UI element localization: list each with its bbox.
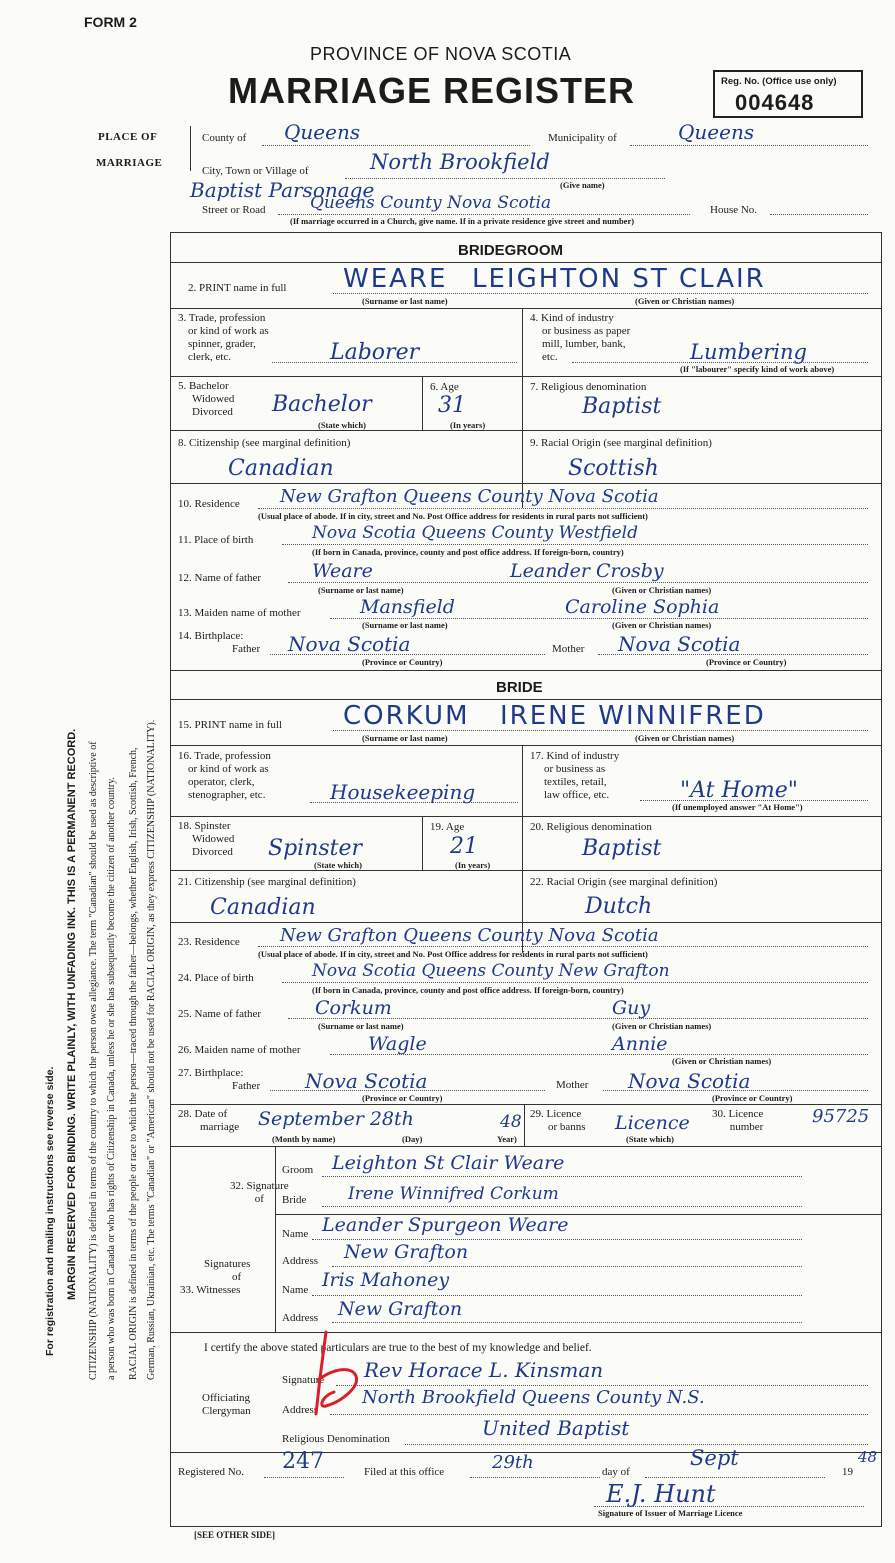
bride-trade-label: 16. Trade, profession or kind of work as operator, clerk, stenographer, etc. bbox=[178, 750, 271, 801]
groom-industry-label: 4. Kind of industry or business as paper mill, lumber, bank, etc. bbox=[530, 312, 631, 363]
groom-name-label: 2. PRINT name in full bbox=[188, 282, 287, 294]
place-label-2: MARRIAGE bbox=[96, 157, 163, 169]
clergy-signature-label: Signature bbox=[282, 1374, 325, 1386]
licence-label: 29. Licence or banns bbox=[530, 1108, 586, 1133]
place-label-1: PLACE OF bbox=[98, 131, 158, 143]
groom-surname: WEARE bbox=[343, 264, 448, 294]
county-label: County of bbox=[202, 132, 247, 144]
county-value: Queens bbox=[284, 120, 361, 144]
licence-caption: (State which) bbox=[626, 1134, 674, 1144]
witness2-address: New Grafton bbox=[338, 1298, 463, 1320]
groom-mother-birthplace: Nova Scotia bbox=[618, 632, 741, 656]
municipality-value: Queens bbox=[678, 120, 755, 144]
groom-religion-value: Baptist bbox=[582, 394, 662, 419]
groom-birthplace-parents-label: 14. Birthplace: Father bbox=[178, 630, 261, 655]
bride-father-surname-caption: (Surname or last name) bbox=[318, 1021, 404, 1031]
groom-trade-value: Laborer bbox=[330, 340, 420, 365]
witness1-address: New Grafton bbox=[344, 1241, 469, 1263]
bride-mother-birthplace: Nova Scotia bbox=[628, 1069, 751, 1093]
margin-note-citizenship-1: CITIZENSHIP (NATIONALITY) is defined in terms of the country to which the person owes allegiance. The term "Canadian" should be used as descriptive of bbox=[88, 741, 99, 1380]
bride-heading: BRIDE bbox=[496, 679, 543, 696]
bride-industry-value: "At Home" bbox=[680, 778, 798, 803]
groom-racial-value: Scottish bbox=[568, 456, 659, 481]
groom-mother-province-caption: (Province or Country) bbox=[706, 657, 787, 667]
bride-trade-value: Housekeeping bbox=[330, 780, 476, 804]
bride-religion-value: Baptist bbox=[582, 836, 662, 861]
form-number: FORM 2 bbox=[84, 14, 137, 30]
groom-trade-label: 3. Trade, profession or kind of work as spinner, grader, clerk, etc. bbox=[178, 312, 269, 363]
bride-given-names: IRENE WINNIFRED bbox=[500, 701, 766, 731]
bride-residence-value: New Grafton Queens County Nova Scotia bbox=[280, 925, 659, 946]
groom-citizenship-label: 8. Citizenship (see marginal definition) bbox=[178, 437, 351, 449]
groom-residence-label: 10. Residence bbox=[178, 498, 240, 510]
marriage-date-value: September 28th bbox=[258, 1108, 414, 1130]
bride-mother-label: 26. Maiden name of mother bbox=[178, 1044, 301, 1056]
bride-mother-given-caption: (Given or Christian names) bbox=[672, 1056, 772, 1066]
margin-note-racial-2: German, Russian, Ukrainian, etc. The terms "Canadian" or "American" should not be used for RACIAL ORIGIN, as they express CITIZENSHIP (NATIONALITY). bbox=[146, 719, 157, 1380]
bride-status-label: 18. Spinster Widowed Divorced bbox=[178, 820, 235, 858]
clergy-denomination: United Baptist bbox=[482, 1416, 630, 1440]
bride-birthplace-label: 24. Place of birth bbox=[178, 972, 254, 984]
groom-signature-label: Groom bbox=[282, 1164, 314, 1176]
bride-racial-label: 22. Racial Origin (see marginal definition) bbox=[530, 876, 718, 888]
filed-year-value: 48 bbox=[858, 1448, 878, 1466]
groom-given-caption: (Given or Christian names) bbox=[635, 296, 735, 306]
marriage-date-label: 28. Date of marriage bbox=[178, 1108, 240, 1133]
date-year-caption: Year) bbox=[497, 1134, 517, 1144]
reg-number-label: Reg. No. (Office use only) bbox=[721, 76, 837, 87]
groom-status-value: Bachelor bbox=[272, 392, 372, 417]
page-title: MARRIAGE REGISTER bbox=[228, 70, 636, 111]
bride-mother-birthplace-label: Mother bbox=[556, 1079, 589, 1091]
street-label: Street or Road bbox=[202, 204, 266, 216]
bride-age-value: 21 bbox=[450, 834, 478, 859]
bride-age-label: 19. Age bbox=[430, 821, 465, 833]
date-month-caption: (Month by name) bbox=[272, 1134, 336, 1144]
signature-label: 32. Signature of bbox=[230, 1180, 289, 1205]
bride-name-label: 15. PRINT name in full bbox=[178, 719, 282, 731]
groom-father-province-caption: (Province or Country) bbox=[362, 657, 443, 667]
municipality-label: Municipality of bbox=[548, 132, 617, 144]
groom-racial-label: 9. Racial Origin (see marginal definition) bbox=[530, 437, 712, 449]
year-prefix: 19 bbox=[842, 1466, 853, 1478]
witness1-name-label: Name bbox=[282, 1228, 309, 1240]
groom-industry-value: Lumbering bbox=[690, 340, 807, 364]
bride-father-birthplace: Nova Scotia bbox=[305, 1069, 428, 1093]
bride-status-value: Spinster bbox=[268, 836, 363, 861]
groom-signature: Leighton St Clair Weare bbox=[332, 1152, 565, 1174]
groom-age-value: 31 bbox=[438, 393, 466, 418]
church-value: Baptist Parsonage bbox=[190, 178, 375, 202]
groom-father-birthplace: Nova Scotia bbox=[288, 632, 411, 656]
witness2-name-label: Name bbox=[282, 1284, 309, 1296]
date-day-caption: (Day) bbox=[402, 1134, 423, 1144]
bride-birthplace-value: Nova Scotia Queens County New Grafton bbox=[312, 961, 670, 981]
bride-religion-label: 20. Religious denomination bbox=[530, 821, 652, 833]
filed-label: Filed at this office bbox=[364, 1466, 445, 1478]
margin-note-binding: MARGIN RESERVED FOR BINDING. WRITE PLAINLY, WITH UNFADING INK. THIS IS A PERMANENT RECORD. bbox=[66, 728, 78, 1300]
clergy-signature: Rev Horace L. Kinsman bbox=[364, 1358, 604, 1382]
city-label: City, Town or Village of bbox=[202, 165, 309, 177]
bride-given-caption: (Given or Christian names) bbox=[635, 733, 735, 743]
groom-mother-surname: Mansfield bbox=[360, 596, 455, 618]
bride-surname-caption: (Surname or last name) bbox=[362, 733, 448, 743]
registered-no-value: 247 bbox=[282, 1449, 324, 1474]
clergy-address: North Brookfield Queens County N.S. bbox=[362, 1387, 705, 1408]
bride-mother-province-caption: (Province or Country) bbox=[712, 1093, 793, 1103]
licence-number-label: 30. Licence number bbox=[712, 1108, 764, 1133]
groom-birthplace-caption: (If born in Canada, province, county and post office address. If foreign-born, country) bbox=[312, 547, 624, 557]
province-heading: PROVINCE OF NOVA SCOTIA bbox=[310, 44, 572, 64]
bride-father-given-caption: (Given or Christian names) bbox=[612, 1021, 712, 1031]
groom-father-given: Leander Crosby bbox=[510, 560, 664, 582]
groom-father-given-caption: (Given or Christian names) bbox=[612, 585, 712, 595]
bride-age-caption: (In years) bbox=[455, 860, 491, 870]
witness1-name: Leander Spurgeon Weare bbox=[322, 1214, 569, 1236]
bride-citizenship-value: Canadian bbox=[210, 895, 316, 920]
bride-industry-label: 17. Kind of industry or business as textiles, retail, law office, etc. bbox=[530, 750, 620, 801]
groom-father-surname-caption: (Surname or last name) bbox=[318, 585, 404, 595]
bride-residence-caption: (Usual place of abode. If in city, street and No. Post Office address for residents in rural parts not sufficient) bbox=[258, 949, 648, 959]
groom-residence-caption: (Usual place of abode. If in city, street and No. Post Office address for residents in rural parts not sufficient) bbox=[258, 511, 648, 521]
groom-mother-surname-caption: (Surname or last name) bbox=[362, 620, 448, 630]
bridegroom-heading: BRIDEGROOM bbox=[458, 242, 563, 259]
city-value: North Brookfield bbox=[370, 150, 550, 174]
bride-signature-label: Bride bbox=[282, 1194, 307, 1206]
margin-note-instructions: For registration and mailing instructions see reverse side. bbox=[44, 1066, 56, 1356]
groom-given-names: LEIGHTON ST CLAIR bbox=[472, 264, 766, 294]
bride-birthplace-parents-label: 27. Birthplace: Father bbox=[178, 1067, 261, 1092]
give-name-caption: (Give name) bbox=[560, 180, 605, 190]
street-value: Queens County Nova Scotia bbox=[310, 193, 552, 213]
bride-mother-surname: Wagle bbox=[368, 1033, 427, 1055]
bride-father-label: 25. Name of father bbox=[178, 1008, 262, 1020]
groom-status-label: 5. Bachelor Widowed Divorced bbox=[178, 380, 235, 418]
bride-father-given: Guy bbox=[612, 997, 651, 1019]
licence-value: Licence bbox=[615, 1112, 690, 1134]
bride-birthplace-caption: (If born in Canada, province, county and post office address. If foreign-born, country) bbox=[312, 985, 624, 995]
filed-month-value: Sept bbox=[690, 1446, 739, 1470]
red-checkmark-icon bbox=[296, 1326, 376, 1441]
groom-religion-label: 7. Religious denomination bbox=[530, 381, 647, 393]
issuer-signature: E.J. Hunt bbox=[606, 1480, 716, 1508]
groom-age-caption: (In years) bbox=[450, 420, 486, 430]
groom-industry-caption: (If "labourer" specify kind of work above) bbox=[680, 364, 835, 374]
clergy-denomination-label: Religious Denomination bbox=[282, 1433, 390, 1445]
issuer-caption: Signature of Issuer of Marriage Licence bbox=[598, 1508, 743, 1518]
groom-birthplace-label: 11. Place of birth bbox=[178, 534, 254, 546]
bride-citizenship-label: 21. Citizenship (see marginal definition) bbox=[178, 876, 356, 888]
clergyman-label: Officiating Clergyman bbox=[202, 1392, 251, 1417]
bride-father-province-caption: (Province or Country) bbox=[362, 1093, 443, 1103]
groom-mother-given: Caroline Sophia bbox=[565, 596, 720, 618]
bride-racial-value: Dutch bbox=[585, 894, 653, 919]
groom-father-label: 12. Name of father bbox=[178, 572, 262, 584]
house-label: House No. bbox=[710, 204, 758, 216]
filed-day-value: 29th bbox=[492, 1452, 534, 1473]
groom-age-label: 6. Age bbox=[430, 381, 459, 393]
day-of-label: day of bbox=[602, 1466, 630, 1478]
bride-residence-label: 23. Residence bbox=[178, 936, 240, 948]
groom-mother-given-caption: (Given or Christian names) bbox=[612, 620, 712, 630]
marriage-year-value: 48 bbox=[500, 1112, 522, 1132]
bride-industry-caption: (If unemployed answer "At Home") bbox=[672, 802, 803, 812]
witnesses-label: Signatures of 33. Witnesses bbox=[180, 1258, 251, 1296]
groom-birthplace-value: Nova Scotia Queens County Westfield bbox=[312, 523, 638, 543]
reg-number-box bbox=[713, 70, 863, 118]
place-note: (If marriage occurred in a Church, give name. If in a private residence give street and number) bbox=[290, 216, 635, 226]
licence-number-value: 95725 bbox=[812, 1106, 870, 1127]
margin-note-racial-1: RACIAL ORIGIN is defined in terms of the people or race to which the person—traced through the father—belongs, whether English, Irish, Scottish, French, bbox=[128, 747, 139, 1380]
clergy-address-label: Address bbox=[282, 1404, 319, 1416]
witness2-address-label: Address bbox=[282, 1312, 319, 1324]
groom-surname-caption: (Surname or last name) bbox=[362, 296, 448, 306]
witness2-name: Iris Mahoney bbox=[322, 1269, 450, 1291]
registered-no-label: Registered No. bbox=[178, 1466, 244, 1478]
groom-citizenship-value: Canadian bbox=[228, 456, 334, 481]
bride-surname: CORKUM bbox=[343, 701, 470, 731]
certify-statement: I certify the above stated particulars are true to the best of my knowledge and belief. bbox=[204, 1342, 592, 1354]
reg-number-value: 004648 bbox=[735, 90, 815, 115]
bride-signature: Irene Winnifred Corkum bbox=[348, 1184, 559, 1204]
witness1-address-label: Address bbox=[282, 1255, 319, 1267]
bride-status-caption: (State which) bbox=[314, 860, 362, 870]
groom-residence-value: New Grafton Queens County Nova Scotia bbox=[280, 486, 659, 507]
groom-status-caption: (State which) bbox=[318, 420, 366, 430]
bride-mother-given: Annie bbox=[612, 1033, 668, 1055]
see-other-side: [SEE OTHER SIDE] bbox=[194, 1530, 276, 1540]
groom-father-surname: Weare bbox=[312, 560, 373, 582]
groom-mother-label: 13. Maiden name of mother bbox=[178, 607, 301, 619]
bride-father-surname: Corkum bbox=[315, 997, 392, 1019]
groom-mother-birthplace-label: Mother bbox=[552, 643, 585, 655]
margin-note-citizenship-2: a person who was born in Canada or who has rights of Citizenship in Canada, unless he or she has subsequently become the citizen of another country. bbox=[106, 776, 117, 1380]
